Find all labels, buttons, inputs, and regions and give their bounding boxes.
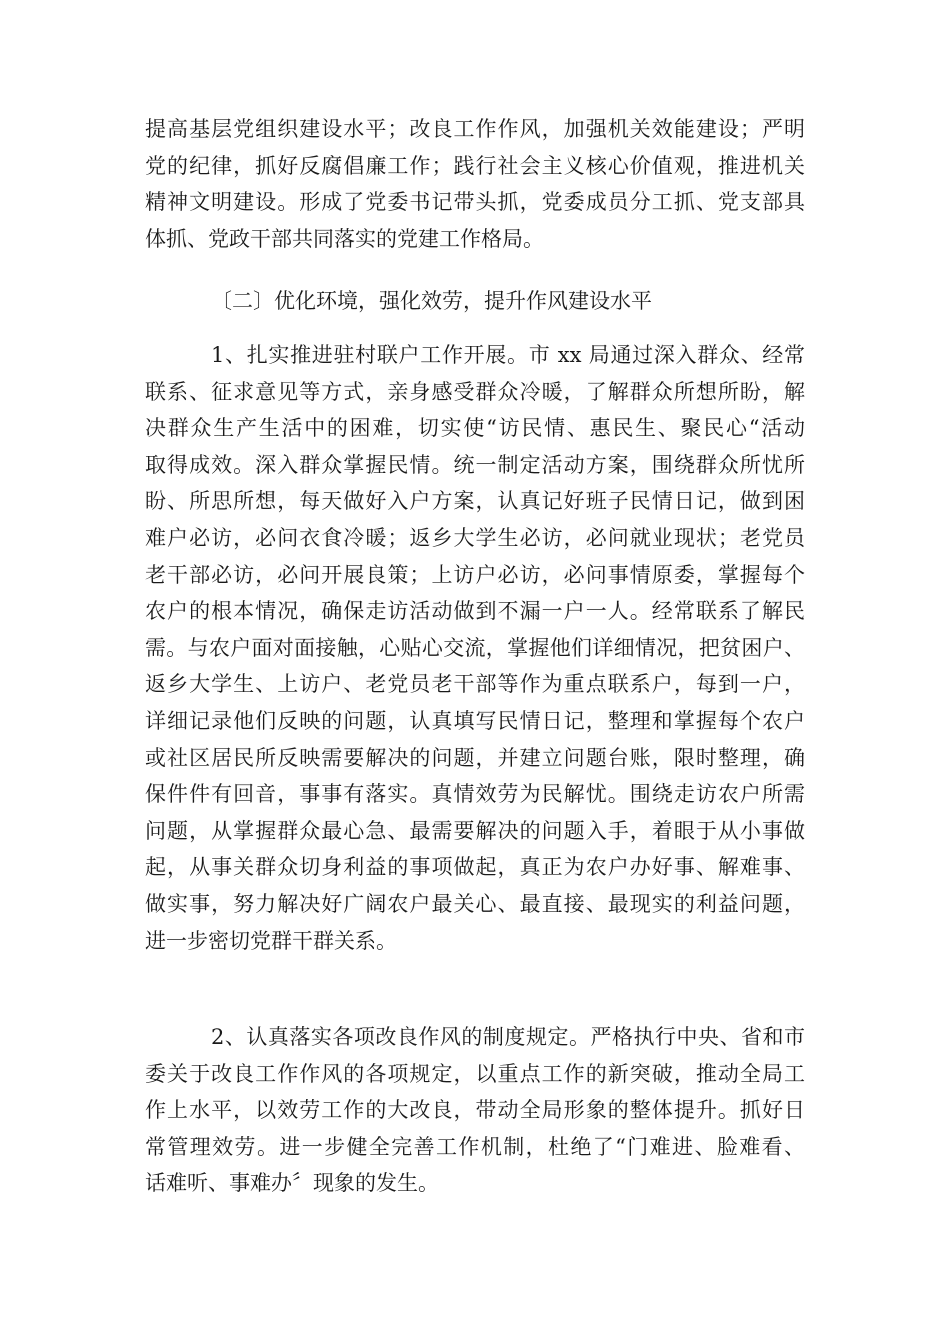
text-line: 农户的根本情况，确保走访活动做到不漏一户一人。经常联系了解民 — [145, 599, 805, 624]
text-line: 老干部必访，必问开展良策；上访户必访，必问事情原委，掌握每个 — [145, 562, 805, 587]
text-line: 需。与农户面对面接触，心贴心交流，掌握他们详细情况，把贫困户、 — [145, 635, 805, 660]
text-line: 党的纪律，抓好反腐倡廉工作；践行社会主义核心价值观，推进机关 — [145, 153, 805, 178]
text-line: 难户必访，必问衣食冷暖；返乡大学生必访，必问就业现状；老党员 — [145, 525, 805, 550]
text-line: 联系、征求意见等方式，亲身感受群众冷暖，了解群众所想所盼，解 — [145, 379, 805, 404]
text-line: 盼、所思所想，每天做好入户方案，认真记好班子民情日记，做到困 — [145, 489, 805, 514]
text-line: 取得成效。深入群众掌握民情。统一制定活动方案，围绕群众所忧所 — [145, 452, 805, 477]
text-line: 决群众生产生活中的困难，切实使“访民情、惠民生、聚民心“活动 — [145, 416, 805, 441]
text-line: 常管理效劳。进一步健全完善工作机制，杜绝了“门难进、脸难看、 — [145, 1134, 805, 1159]
text-line: 返乡大学生、上访户、老党员老干部等作为重点联系户，每到一户， — [145, 672, 805, 697]
text-line: 问题，从掌握群众最心急、最需要解决的问题入手，着眼于从小事做 — [145, 818, 805, 843]
text-line: 精神文明建设。形成了党委书记带头抓，党委成员分工抓、党支部具 — [145, 190, 805, 215]
text-line: 详细记录他们反映的问题，认真填写民情日记，整理和掌握每个农户 — [145, 708, 805, 733]
text-line: 起，从事关群众切身利益的事项做起，真正为农户办好事、解难事、 — [145, 855, 805, 880]
text-line: 作上水平，以效劳工作的大改良，带动全局形象的整体提升。抓好日 — [145, 1098, 805, 1123]
text-line: 2、认真落实各项改良作风的制度规定。严格执行中央、省和市 — [211, 1025, 805, 1049]
paragraph-work-style-rules — [145, 1019, 805, 1202]
text-line: 委关于改良工作作风的各项规定，以重点工作的新突破，推动全局工 — [145, 1061, 805, 1086]
text-line: 提高基层党组织建设水平；改良工作作风，加强机关效能建设；严明 — [145, 117, 805, 141]
text-line: 1、扎实推进驻村联户工作开展。市 xx 局通过深入群众、经常 — [211, 343, 805, 367]
section-heading: 〔二〕优化环境，强化效劳，提升作风建设水平 — [211, 289, 652, 313]
text-line: 保件件有回音，事事有落实。真情效劳为民解忧。围绕走访农户所需 — [145, 782, 805, 807]
text-line: 体抓、党政干部共同落实的党建工作格局。 — [145, 226, 544, 251]
text-line: 或社区居民所反映需要解决的问题，并建立问题台账，限时整理，确 — [145, 745, 805, 770]
paragraph-party-building — [145, 111, 805, 257]
text-line: 话难听、事难办〞现象的发生。 — [145, 1171, 439, 1196]
text-line: 做实事，努力解决好广阔农户最关心、最直接、最现实的利益问题， — [145, 891, 805, 916]
paragraph-village-work — [145, 337, 805, 959]
text-line: 进一步密切党群干群关系。 — [145, 928, 397, 953]
